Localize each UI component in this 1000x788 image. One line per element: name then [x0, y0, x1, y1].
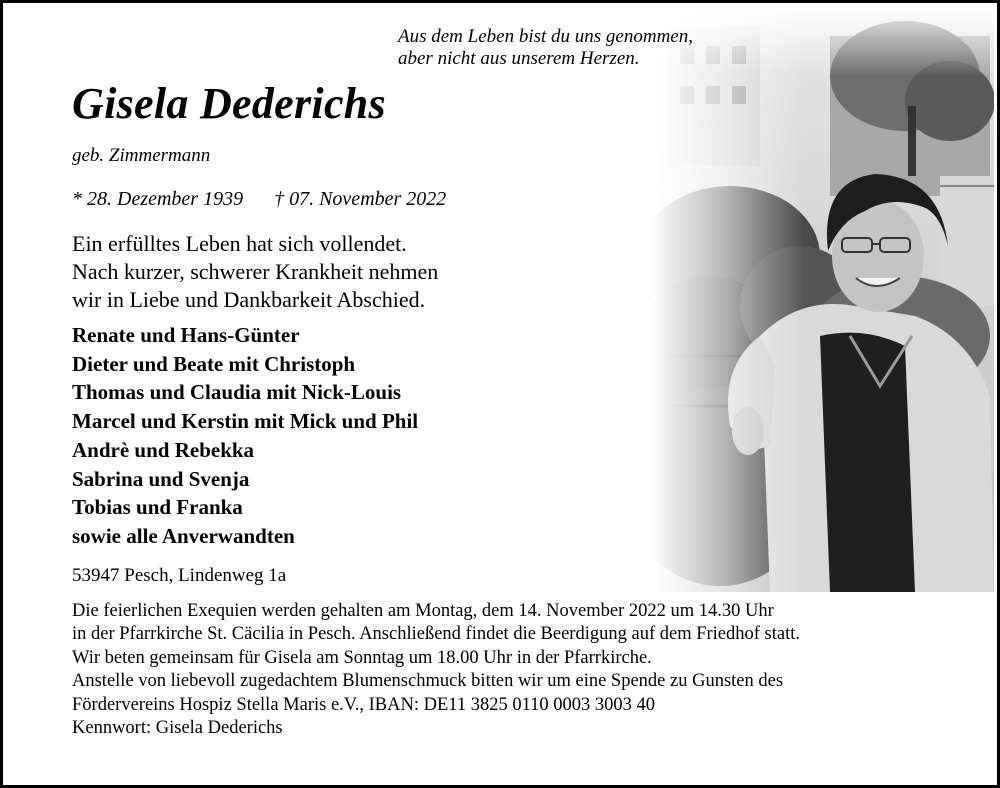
intro-line: Nach kurzer, schwerer Krankheit nehmen	[72, 259, 439, 284]
intro-line: Ein erfülltes Leben hat sich vollendet.	[72, 231, 407, 256]
mourner-entry: Andrè und Rebekka	[72, 437, 255, 462]
notice-line: in der Pfarrkirche St. Cäcilia in Pesch. Anschließend findet die Beerdigung auf dem Friedhof statt.	[72, 624, 800, 645]
mourner-entry: Dieter und Beate mit Christoph	[72, 351, 356, 376]
address: 53947 Pesch, Lindenweg 1a	[72, 565, 287, 586]
memorial-quote	[398, 26, 798, 70]
birth-date: * 28. Dezember 1939	[72, 188, 244, 210]
notice-line: Anstelle von liebevoll zugedachtem Blumenschmuck bitten wir um eine Spende zu Gunsten des	[72, 671, 784, 692]
intro-line: wir in Liebe und Dankbarkeit Abschied.	[72, 287, 426, 312]
death-date: † 07. November 2022	[274, 188, 447, 210]
quote-line: Aus dem Leben bist du uns genommen,	[398, 26, 693, 47]
mourner-entry: sowie alle Anverwandten	[72, 523, 295, 548]
life-dates	[72, 188, 446, 211]
portrait-photo	[650, 6, 994, 592]
maiden-name: geb. Zimmermann	[72, 145, 211, 166]
notice-line: Fördervereins Hospiz Stella Maris e.V., IBAN: DE11 3825 0110 0003 3003 40	[72, 694, 656, 715]
notice-line: Die feierlichen Exequien werden gehalten am Montag, dem 14. November 2022 um 14.30 Uhr	[72, 601, 774, 621]
quote-line: aber nicht aus unserem Herzen.	[398, 48, 640, 69]
mourner-entry: Renate und Hans-Günter	[72, 323, 300, 347]
deceased-name: Gisela Dederichs	[72, 79, 386, 128]
mourner-entry: Thomas und Claudia mit Nick-Louis	[72, 380, 402, 405]
mourner-entry: Sabrina und Svenja	[72, 466, 250, 491]
notice-line: Kennwort: Gisela Dederichs	[72, 718, 283, 739]
mourners-list	[72, 321, 632, 551]
mourner-entry: Tobias und Franka	[72, 495, 243, 520]
intro-text	[72, 230, 612, 314]
mourner-entry: Marcel und Kerstin mit Mick und Phil	[72, 409, 419, 434]
notice-line: Wir beten gemeinsam für Gisela am Sonntag um 18.00 Uhr in der Pfarrkirche.	[72, 647, 652, 668]
funeral-notice	[72, 600, 982, 740]
